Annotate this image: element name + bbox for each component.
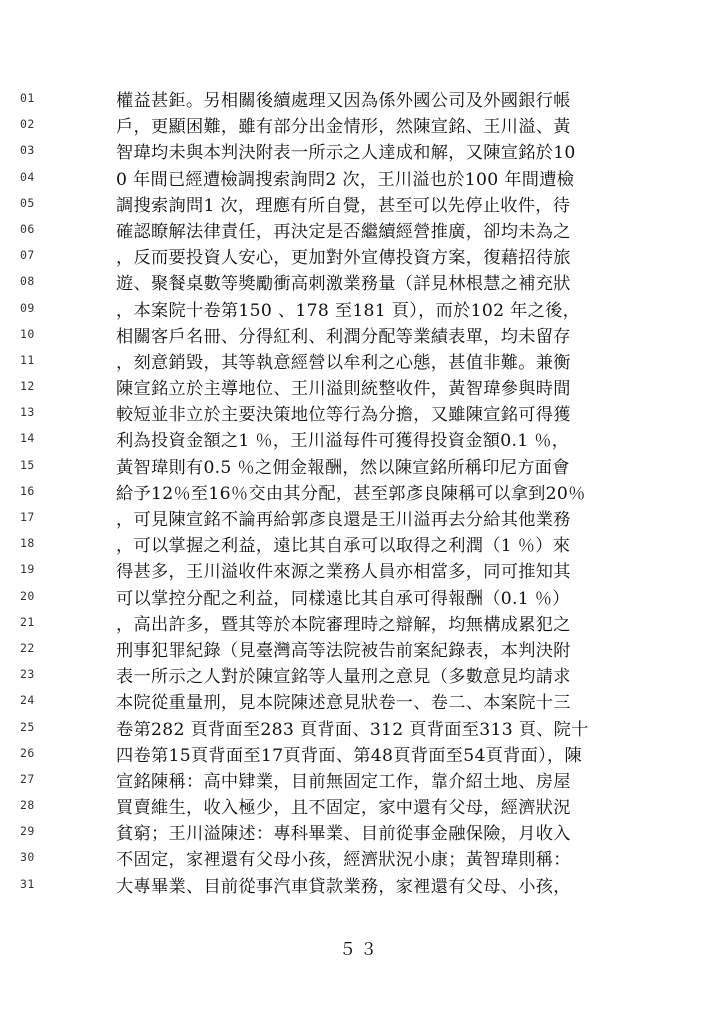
text-line <box>0 376 720 402</box>
line-text: 遊、聚餐桌數等獎勵衝高刺激業務量（詳見林根慧之補充狀 <box>116 274 571 295</box>
line-number: 21 <box>20 614 35 629</box>
line-number: 06 <box>20 221 35 236</box>
line-text: 相關客戶名冊、分得紅利、利潤分配等業績表單，均未留存 <box>116 326 571 347</box>
text-line <box>0 559 720 585</box>
line-text: 確認瞭解法律責任，再決定是否繼續經營推廣，卻均未為之 <box>116 221 571 242</box>
line-number: 14 <box>20 431 35 446</box>
line-number: 05 <box>20 195 35 210</box>
line-text: 權益甚鉅。另相關後續處理又因為係外國公司及外國銀行帳 <box>116 91 571 111</box>
line-text: 調搜索詢問1 次，理應有所自覺，甚至可以先停止收件，待 <box>116 195 571 216</box>
line-number: 04 <box>20 169 35 184</box>
line-number: 23 <box>20 667 35 682</box>
line-text: ，反而要投資人安心，更加對外宣傳投資方案，復藉招待旅 <box>116 248 571 269</box>
text-line <box>0 533 720 559</box>
text-line <box>0 88 720 114</box>
document-body <box>0 88 720 900</box>
line-number: 26 <box>20 745 35 760</box>
line-text: 刑事犯罪紀錄（見臺灣高等法院被告前案紀錄表，本判決附 <box>116 640 571 661</box>
line-number: 19 <box>20 562 35 577</box>
line-number: 03 <box>20 143 35 158</box>
line-text: ，刻意銷毀，其等執意經營以牟利之心態，甚值非難。兼衡 <box>116 352 571 373</box>
text-line <box>0 769 720 795</box>
text-line <box>0 821 720 847</box>
line-text: 得甚多，王川溢收件來源之業務人員亦相當多，同可推知其 <box>116 562 571 583</box>
text-line <box>0 350 720 376</box>
text-line <box>0 638 720 664</box>
line-number: 27 <box>20 771 35 786</box>
text-line <box>0 664 720 690</box>
line-number: 20 <box>20 588 35 603</box>
line-text: 智瑋均未與本判決附表一所示之人達成和解，又陳宣銘於10 <box>116 143 576 164</box>
line-number: 29 <box>20 824 35 839</box>
line-text: 0 年間已經遭檢調搜索詢問2 次，王川溢也於100 年間遭檢 <box>116 169 575 190</box>
text-line <box>0 245 720 271</box>
line-number: 01 <box>20 91 35 105</box>
line-number: 08 <box>20 274 35 289</box>
line-text: 陳宣銘立於主導地位、王川溢則統整收件，黃智瑋參與時間 <box>116 379 571 400</box>
line-number: 24 <box>20 693 35 708</box>
text-line <box>0 167 720 193</box>
line-number: 17 <box>20 510 35 524</box>
line-text: 貧窮；王川溢陳述：專科畢業、目前從事金融保險，月收入 <box>116 824 571 845</box>
line-number: 25 <box>20 719 35 734</box>
line-text: 不固定，家裡還有父母小孩，經濟狀況小康；黃智瑋則稱： <box>116 850 571 871</box>
line-number: 30 <box>20 850 35 865</box>
line-number: 09 <box>20 300 35 315</box>
line-text: ，可以掌握之利益，遠比其自承可以取得之利潤（1 ％）來 <box>116 536 571 557</box>
text-line <box>0 114 720 140</box>
text-line <box>0 324 720 350</box>
line-text: ，本案院十卷第150 、178 至181 頁），而於102 年之後， <box>116 300 581 321</box>
text-line <box>0 847 720 873</box>
line-text: 宣銘陳稱：高中肄業，目前無固定工作，靠介紹土地、房屋 <box>116 771 571 792</box>
line-number: 28 <box>20 798 35 813</box>
text-line <box>0 219 720 245</box>
text-line <box>0 586 720 612</box>
line-number: 10 <box>20 326 35 341</box>
line-text: 戶，更顯困難，雖有部分出金情形，然陳宣銘、王川溢、黃 <box>116 117 571 138</box>
line-text: ，高出許多，暨其等於本院審理時之辯解，均無構成累犯之 <box>116 614 571 635</box>
line-text: 表一所示之人對於陳宣銘等人量刑之意見（多數意見均請求 <box>116 667 571 688</box>
line-text: 買賣維生，收入極少，且不固定，家中還有父母，經濟狀況 <box>116 798 571 819</box>
line-text: 給予12％至16％交由其分配，甚至郭彥良陳稱可以拿到20％ <box>116 483 586 504</box>
line-number: 11 <box>20 352 35 367</box>
line-text: 較短並非立於主要決策地位等行為分擔，又雖陳宣銘可得獲 <box>116 405 571 426</box>
text-line <box>0 271 720 297</box>
text-line <box>0 298 720 324</box>
text-line <box>0 743 720 769</box>
text-line <box>0 193 720 219</box>
line-text: 利為投資金額之1 ％，王川溢每件可獲得投資金額0.1 ％， <box>116 431 570 452</box>
line-text: 黃智瑋則有0.5 ％之佣金報酬，然以陳宣銘所稱印尼方面會 <box>116 457 570 478</box>
line-text: 本院從重量刑，見本院陳述意見狀卷一、卷二、本案院十三 <box>116 693 571 714</box>
line-text: 卷第282 頁背面至283 頁背面、312 頁背面至313 頁、院十 <box>116 719 589 740</box>
line-text: 四卷第15頁背面至17頁背面、第48頁背面至54頁背面），陳 <box>116 745 583 766</box>
text-line <box>0 481 720 507</box>
text-line <box>0 402 720 428</box>
text-line <box>0 795 720 821</box>
line-number: 18 <box>20 536 35 551</box>
text-line <box>0 140 720 166</box>
text-line <box>0 428 720 454</box>
text-line <box>0 455 720 481</box>
line-text: 大專畢業、目前從事汽車貸款業務，家裡還有父母、小孩， <box>116 876 571 897</box>
line-number: 16 <box>20 483 35 498</box>
line-number: 13 <box>20 405 35 420</box>
line-text: ，可見陳宣銘不論再給郭彥良還是王川溢再去分給其他業務 <box>116 510 571 530</box>
line-number: 22 <box>20 640 35 655</box>
text-line <box>0 874 720 900</box>
text-line <box>0 507 720 533</box>
line-number: 02 <box>20 117 35 132</box>
page-number: ５３ <box>339 940 381 960</box>
line-text: 可以掌控分配之利益，同樣遠比其自承可得報酬（0.1 ％） <box>116 588 570 609</box>
text-line <box>0 717 720 743</box>
line-number: 12 <box>20 379 35 394</box>
line-number: 07 <box>20 248 35 263</box>
text-line <box>0 690 720 716</box>
text-line <box>0 612 720 638</box>
line-number: 31 <box>20 876 35 891</box>
line-number: 15 <box>20 457 35 472</box>
